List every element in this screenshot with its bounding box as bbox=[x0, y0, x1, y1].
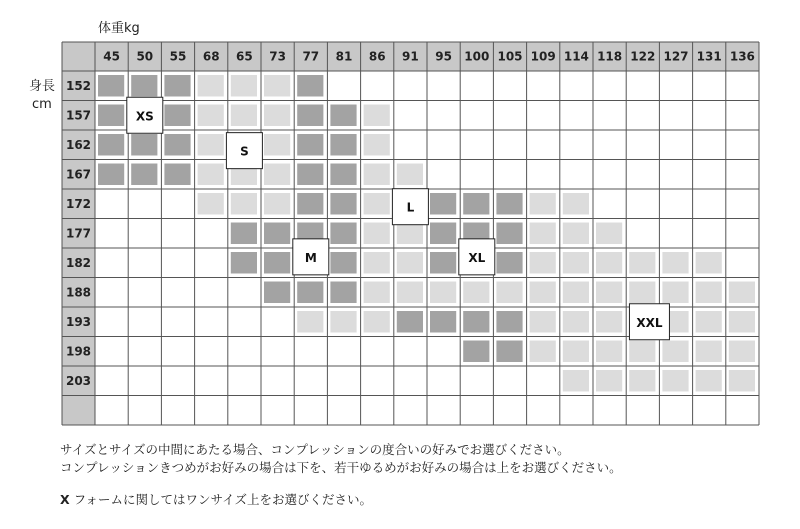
fit-cell-light bbox=[696, 252, 722, 274]
fit-cell-dark bbox=[430, 223, 456, 245]
note-line-2: コンプレッションきつめがお好みの場合は下を、若干ゆるめがお好みの場合は上をお選びください。 bbox=[60, 460, 622, 475]
height-label-text: 身長 bbox=[29, 79, 56, 94]
note-x-form-mark: X bbox=[60, 492, 70, 507]
fit-cell-dark bbox=[330, 223, 356, 245]
fit-cell-dark bbox=[164, 105, 190, 127]
fit-cell-dark bbox=[297, 75, 323, 97]
height-tick-label: 203 bbox=[65, 373, 92, 388]
fit-cell-light bbox=[198, 193, 224, 215]
fit-cell-dark bbox=[297, 282, 323, 304]
weight-tick-label: 105 bbox=[497, 49, 523, 64]
height-tick-label: 182 bbox=[65, 255, 92, 270]
weight-tick-label: 73 bbox=[269, 49, 286, 64]
fit-cell-light bbox=[563, 223, 589, 245]
fit-cell-dark bbox=[496, 341, 522, 363]
height-tick-label: 198 bbox=[65, 344, 92, 359]
fit-cell-light bbox=[397, 282, 423, 304]
weight-tick-label: 68 bbox=[202, 49, 220, 64]
weight-tick-label: 55 bbox=[169, 49, 187, 64]
fit-cell-dark bbox=[330, 252, 356, 274]
height-tick-label: 167 bbox=[65, 167, 92, 182]
fit-cell-dark bbox=[297, 164, 323, 186]
fit-cell-light bbox=[596, 282, 622, 304]
fit-cell-dark bbox=[297, 193, 323, 215]
fit-cell-dark bbox=[264, 223, 290, 245]
fit-cell-light bbox=[629, 282, 655, 304]
fit-cell-light bbox=[496, 282, 522, 304]
fit-cell-light bbox=[463, 282, 489, 304]
fit-cell-dark bbox=[164, 134, 190, 156]
height-tick-label: 152 bbox=[65, 78, 92, 93]
weight-tick-label: 81 bbox=[335, 49, 353, 64]
fit-cell-dark bbox=[496, 223, 522, 245]
fit-cell-light bbox=[530, 282, 556, 304]
fit-cell-dark bbox=[330, 193, 356, 215]
size-tag-label: L bbox=[406, 200, 415, 215]
fit-cell-light bbox=[696, 370, 722, 392]
fit-cell-dark bbox=[463, 311, 489, 333]
fit-cell-light bbox=[530, 252, 556, 274]
height-unit-text: cm bbox=[32, 97, 52, 112]
size-tag-label: XS bbox=[135, 109, 154, 124]
fit-cell-dark bbox=[131, 134, 157, 156]
fit-cell-dark bbox=[98, 75, 124, 97]
fit-cell-light bbox=[629, 252, 655, 274]
fit-cell-light bbox=[364, 105, 390, 127]
fit-cell-light bbox=[330, 311, 356, 333]
fit-cell-light bbox=[231, 75, 257, 97]
fit-cell-dark bbox=[430, 193, 456, 215]
fit-cell-light bbox=[563, 252, 589, 274]
fit-cell-dark bbox=[98, 164, 124, 186]
fit-cell-light bbox=[430, 282, 456, 304]
fit-cell-light bbox=[198, 75, 224, 97]
fit-cell-light bbox=[364, 252, 390, 274]
height-tick-label: 193 bbox=[65, 314, 92, 329]
fit-cell-light bbox=[264, 164, 290, 186]
weight-tick-label: 100 bbox=[464, 49, 490, 64]
fit-cell-light bbox=[530, 193, 556, 215]
weight-tick-label: 50 bbox=[136, 49, 154, 64]
size-notes bbox=[60, 441, 622, 509]
fit-cell-dark bbox=[98, 105, 124, 127]
fit-cell-dark bbox=[131, 75, 157, 97]
fit-cell-light bbox=[696, 341, 722, 363]
fit-cell-light bbox=[397, 164, 423, 186]
fit-cell-dark bbox=[231, 252, 257, 274]
weight-tick-label: 118 bbox=[597, 49, 623, 64]
height-tick-label: 177 bbox=[65, 226, 92, 241]
fit-cell-light bbox=[198, 134, 224, 156]
fit-cell-dark bbox=[264, 282, 290, 304]
fit-cell-light bbox=[264, 134, 290, 156]
fit-cell-light bbox=[596, 223, 622, 245]
fit-cell-light bbox=[596, 252, 622, 274]
fit-cell-dark bbox=[164, 164, 190, 186]
fit-cell-light bbox=[563, 341, 589, 363]
size-tag-label: M bbox=[304, 250, 317, 265]
fit-cell-light bbox=[662, 341, 688, 363]
fit-cell-light bbox=[297, 311, 323, 333]
size-tag-label: S bbox=[240, 144, 249, 159]
fit-cell-dark bbox=[397, 311, 423, 333]
weight-tick-label: 91 bbox=[402, 49, 419, 64]
fit-cell-light bbox=[364, 164, 390, 186]
note-line-3 bbox=[60, 491, 622, 509]
weight-tick-label: 127 bbox=[663, 49, 689, 64]
size-tag-label: XL bbox=[468, 250, 486, 265]
fit-cell-light bbox=[696, 282, 722, 304]
fit-cell-light bbox=[662, 370, 688, 392]
fit-cell-light bbox=[729, 370, 755, 392]
weight-tick-label: 86 bbox=[368, 49, 386, 64]
fit-cell-light bbox=[596, 341, 622, 363]
note-line-1: サイズとサイズの中間にあたる場合、コンプレッションの度合いの好みでお選びください。 bbox=[60, 442, 570, 457]
weight-tick-label: 45 bbox=[103, 49, 120, 64]
fit-cell-light bbox=[530, 311, 556, 333]
weight-tick-label: 77 bbox=[302, 49, 320, 64]
weight-tick-label: 95 bbox=[435, 49, 452, 64]
fit-cell-light bbox=[729, 311, 755, 333]
fit-cell-light bbox=[563, 193, 589, 215]
weight-tick-label: 131 bbox=[696, 49, 722, 64]
fit-cell-light bbox=[729, 282, 755, 304]
fit-cell-dark bbox=[231, 223, 257, 245]
fit-cell-light bbox=[231, 193, 257, 215]
fit-cell-dark bbox=[463, 341, 489, 363]
weight-tick-label: 136 bbox=[729, 49, 755, 64]
weight-tick-label: 122 bbox=[630, 49, 656, 64]
fit-cell-light bbox=[364, 223, 390, 245]
fit-cell-light bbox=[364, 134, 390, 156]
fit-cell-dark bbox=[430, 252, 456, 274]
note-line-3-text: フォームに関してはワンサイズ上をお選びください。 bbox=[69, 492, 372, 507]
fit-cell-light bbox=[662, 282, 688, 304]
fit-cell-light bbox=[530, 341, 556, 363]
fit-cell-dark bbox=[330, 134, 356, 156]
fit-cell-light bbox=[264, 193, 290, 215]
fit-cell-dark bbox=[496, 311, 522, 333]
fit-cell-light bbox=[596, 370, 622, 392]
height-tick-label: 172 bbox=[65, 196, 92, 211]
fit-cell-light bbox=[364, 282, 390, 304]
height-tick-label: 162 bbox=[65, 137, 92, 152]
fit-cell-light bbox=[563, 282, 589, 304]
fit-cell-light bbox=[662, 252, 688, 274]
size-tag-label: XXL bbox=[636, 315, 663, 330]
fit-cell-light bbox=[198, 105, 224, 127]
weight-tick-label: 65 bbox=[236, 49, 253, 64]
weight-tick-label: 109 bbox=[530, 49, 556, 64]
fit-cell-light bbox=[364, 311, 390, 333]
fit-cell-dark bbox=[330, 105, 356, 127]
fit-cell-light bbox=[364, 193, 390, 215]
fit-cell-light bbox=[530, 223, 556, 245]
fit-cell-light bbox=[563, 311, 589, 333]
fit-cell-light bbox=[629, 341, 655, 363]
fit-cell-light bbox=[629, 370, 655, 392]
fit-cell-dark bbox=[430, 311, 456, 333]
fit-cell-light bbox=[397, 223, 423, 245]
fit-cell-dark bbox=[164, 75, 190, 97]
fit-cell-light bbox=[198, 164, 224, 186]
fit-cell-dark bbox=[496, 252, 522, 274]
fit-cell-dark bbox=[496, 193, 522, 215]
fit-cell-light bbox=[397, 252, 423, 274]
weight-axis-label: 体重kg bbox=[98, 21, 140, 36]
fit-cell-light bbox=[596, 311, 622, 333]
fit-cell-light bbox=[231, 105, 257, 127]
fit-cell-dark bbox=[463, 193, 489, 215]
fit-cell-dark bbox=[264, 252, 290, 274]
fit-cell-dark bbox=[98, 134, 124, 156]
fit-cell-light bbox=[729, 341, 755, 363]
weight-tick-label: 114 bbox=[563, 49, 589, 64]
fit-cell-light bbox=[264, 75, 290, 97]
fit-cell-dark bbox=[330, 282, 356, 304]
height-tick-label: 188 bbox=[65, 285, 92, 300]
fit-cell-light bbox=[563, 370, 589, 392]
fit-cell-dark bbox=[131, 164, 157, 186]
fit-cell-dark bbox=[297, 134, 323, 156]
fit-cell-light bbox=[696, 311, 722, 333]
fit-cell-dark bbox=[330, 164, 356, 186]
fit-cell-light bbox=[264, 105, 290, 127]
fit-cell-dark bbox=[297, 105, 323, 127]
height-tick-label: 157 bbox=[65, 108, 92, 123]
